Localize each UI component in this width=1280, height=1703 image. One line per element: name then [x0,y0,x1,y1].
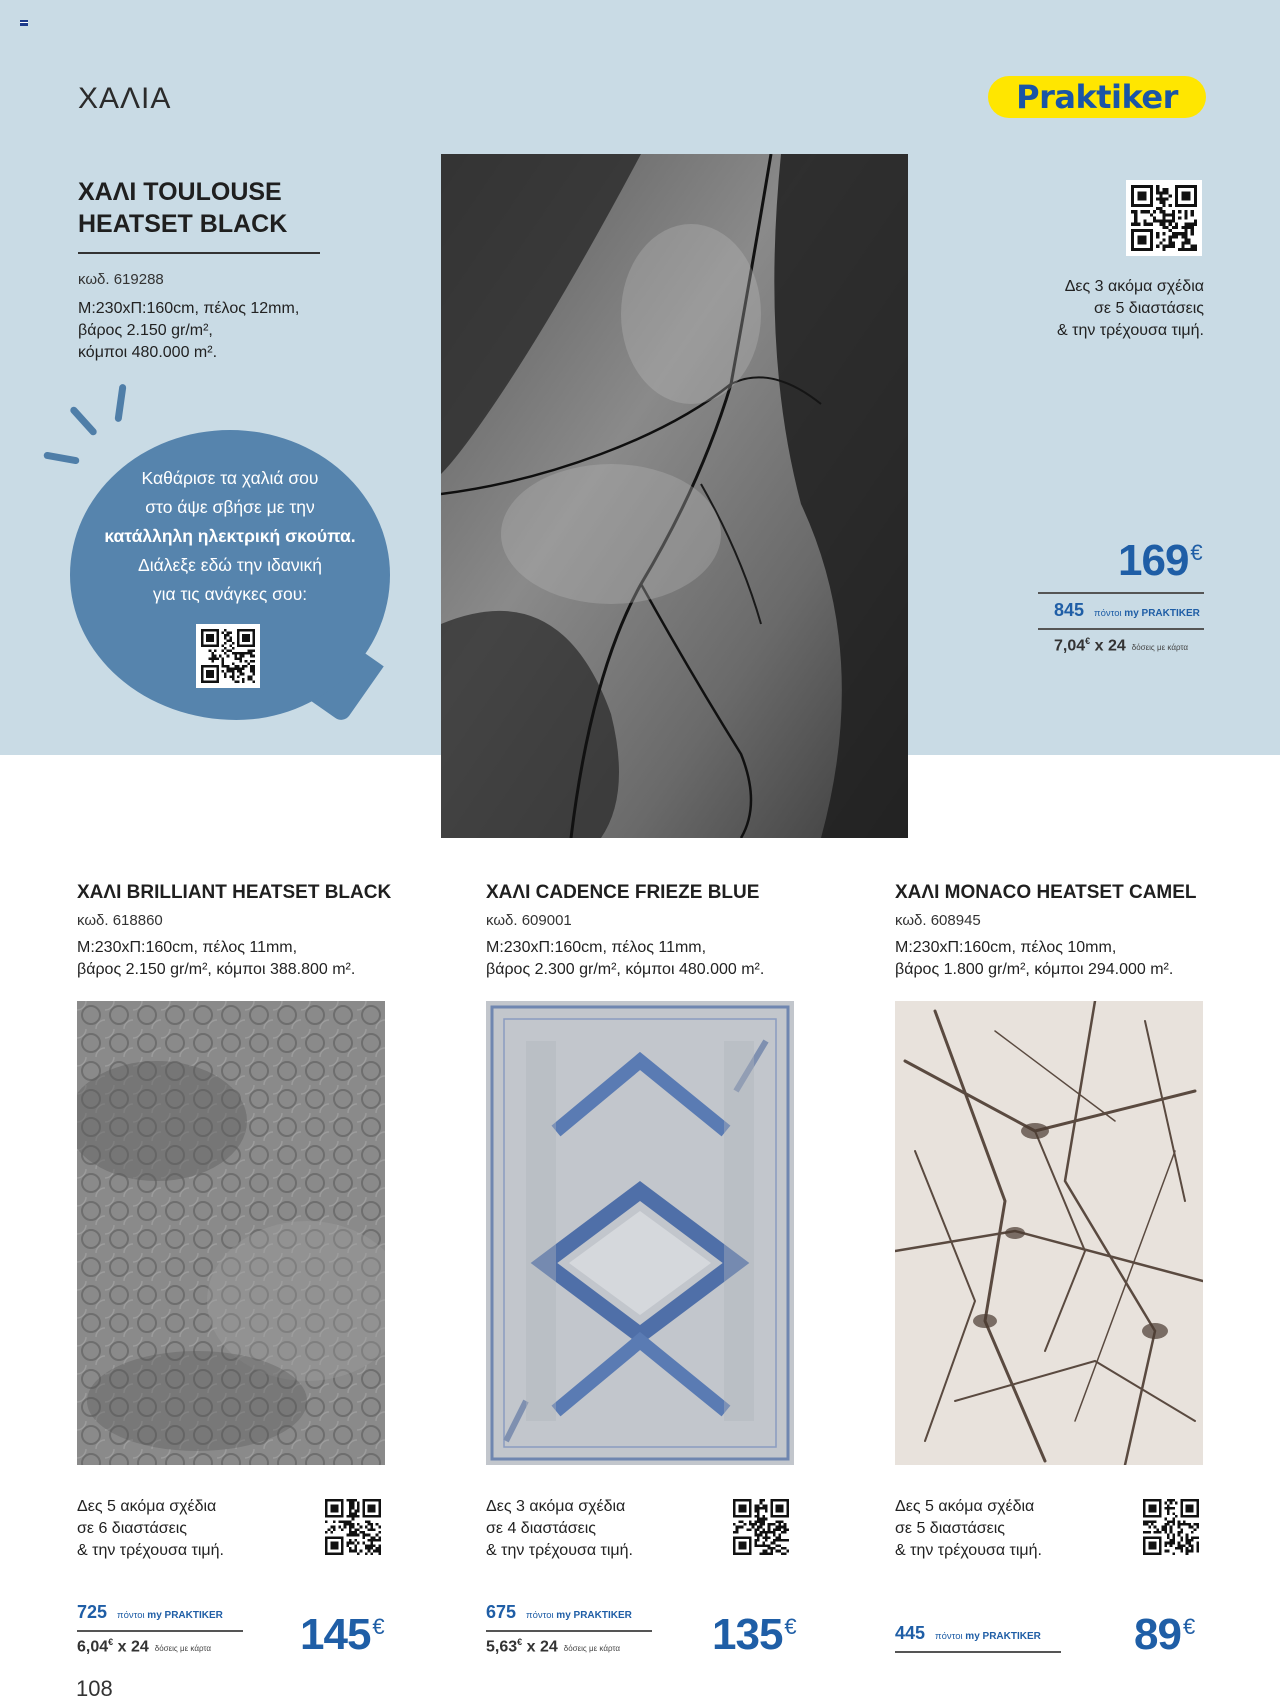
points-value: 675 [486,1602,517,1622]
more-line: Δες 3 ακόμα σχέδια [1064,278,1204,295]
more-line: & την τρέχουσα τιμή. [77,1542,224,1559]
product-specs [486,937,846,981]
featured-spec-line: βάρος 2.150 gr/m², [78,322,213,339]
product-price [1134,1610,1194,1660]
points-label: πόντοι my PRAKTIKER [117,1610,223,1621]
product-points [77,1602,223,1623]
featured-rug-image [441,154,908,838]
featured-title: ΧΑΛΙ TOULOUSE HEATSET BLACK [78,178,288,238]
product-more-designs [895,1496,1042,1562]
spec-line: Μ:230xΠ:160cm, πέλος 10mm, [895,939,1117,956]
featured-spec-line: κόμποι 480.000 m². [78,344,218,361]
more-line: σε 5 διαστάσεις [1094,300,1204,317]
installment-amount: 7,04€ x 24 [1054,636,1126,655]
installment-amount: 6,04€ x 24 [77,1637,149,1656]
spec-line: Μ:230xΠ:160cm, πέλος 11mm, [486,939,707,956]
more-line: Δες 5 ακόμα σχέδια [77,1498,217,1515]
featured-qr-code-icon[interactable] [1126,180,1202,256]
more-line: Δες 5 ακόμα σχέδια [895,1498,1035,1515]
flag-icon [20,20,28,26]
page-number: 108 [76,1676,113,1701]
price-value: 89 [1134,1610,1181,1659]
featured-spec-line: Μ:230xΠ:160cm, πέλος 12mm, [78,300,300,317]
more-line: & την τρέχουσα τιμή. [1057,322,1204,339]
product-points [486,1602,632,1623]
product-rug-image [77,1001,385,1465]
installment-label: δόσεις με κάρτα [563,1644,621,1654]
spec-line: βάρος 1.800 gr/m², κόμποι 294.000 m². [895,961,1174,978]
price-value: 135 [712,1610,783,1659]
featured-specs [78,298,358,364]
featured-installments [1054,636,1188,655]
product-points [895,1623,1041,1644]
section-title: ΧΑΛΙΑ [78,82,172,115]
featured-price [1118,536,1202,586]
featured-more-designs [980,276,1204,342]
points-label: πόντοι my PRAKTIKER [935,1631,1041,1642]
spec-line: βάρος 2.150 gr/m², κόμποι 388.800 m². [77,961,356,978]
product-qr-code-icon[interactable] [320,1494,386,1560]
product-more-designs [486,1496,633,1562]
promo-qr-code-icon[interactable] [196,624,260,688]
praktiker-logo[interactable] [988,76,1206,118]
more-line: Δες 3 ακόμα σχέδια [486,1498,626,1515]
product-code: κωδ. 609001 [486,912,572,929]
product-title: ΧΑΛΙ MONACO HEATSET CAMEL [895,882,1197,903]
more-line: σε 5 διαστάσεις [895,1520,1005,1537]
points-value: 725 [77,1602,108,1622]
more-line: & την τρέχουσα τιμή. [895,1542,1042,1559]
featured-title-rule [78,252,320,254]
logo-text: Praktiker [1016,78,1178,116]
promo-line: για τις ανάγκες σου: [152,584,308,604]
product-title: ΧΑΛΙ CADENCE FRIEZE BLUE [486,882,760,903]
product-installments [77,1637,211,1656]
points-rule [486,1630,652,1632]
price-value: 169 [1118,536,1189,585]
promo-line: στο άψε σβήσε με την [145,497,315,517]
spec-line: βάρος 2.300 gr/m², κόμποι 480.000 m². [486,961,765,978]
spec-line: Μ:230xΠ:160cm, πέλος 11mm, [77,939,298,956]
product-rug-image [486,1001,794,1465]
currency-sign: € [372,1614,384,1639]
product-specs [77,937,437,981]
product-qr-code-icon[interactable] [728,1494,794,1560]
product-title: ΧΑΛΙ BRILLIANT HEATSET BLACK [77,882,392,903]
currency-sign: € [1190,540,1202,565]
points-rule [895,1651,1061,1653]
product-price [712,1610,796,1660]
product-installments [486,1637,620,1656]
points-rule [77,1630,243,1632]
currency-sign: € [784,1614,796,1639]
installment-amount: 5,63€ x 24 [486,1637,558,1656]
product-more-designs [77,1496,224,1562]
more-line: σε 4 διαστάσεις [486,1520,596,1537]
currency-sign: € [1182,1614,1195,1639]
installment-label: δόσεις με κάρτα [1131,643,1189,653]
promo-text [80,464,380,609]
product-code: κωδ. 618860 [77,912,163,929]
installment-label: δόσεις με κάρτα [154,1644,212,1654]
points-value: 445 [895,1623,926,1643]
product-qr-code-icon[interactable] [1138,1494,1204,1560]
promo-line-bold: κατάλληλη ηλεκτρική σκούπα. [104,526,356,546]
points-label: πόντοι my PRAKTIKER [1094,608,1200,619]
more-line: & την τρέχουσα τιμή. [486,1542,633,1559]
product-price [300,1610,384,1660]
product-rug-image [895,1001,1203,1465]
more-line: σε 6 διαστάσεις [77,1520,187,1537]
featured-price-rule [1038,592,1204,594]
promo-line: Διάλεξε εδώ την ιδανική [138,555,322,575]
product-specs [895,937,1255,981]
points-label: πόντοι my PRAKTIKER [526,1610,632,1621]
promo-line: Καθάρισε τα χαλιά σου [141,468,319,488]
product-code: κωδ. 608945 [895,912,981,929]
featured-code: κωδ. 619288 [78,271,164,288]
featured-points [1054,600,1200,621]
price-value: 145 [300,1610,371,1659]
points-value: 845 [1054,600,1085,620]
featured-points-rule [1038,628,1204,630]
